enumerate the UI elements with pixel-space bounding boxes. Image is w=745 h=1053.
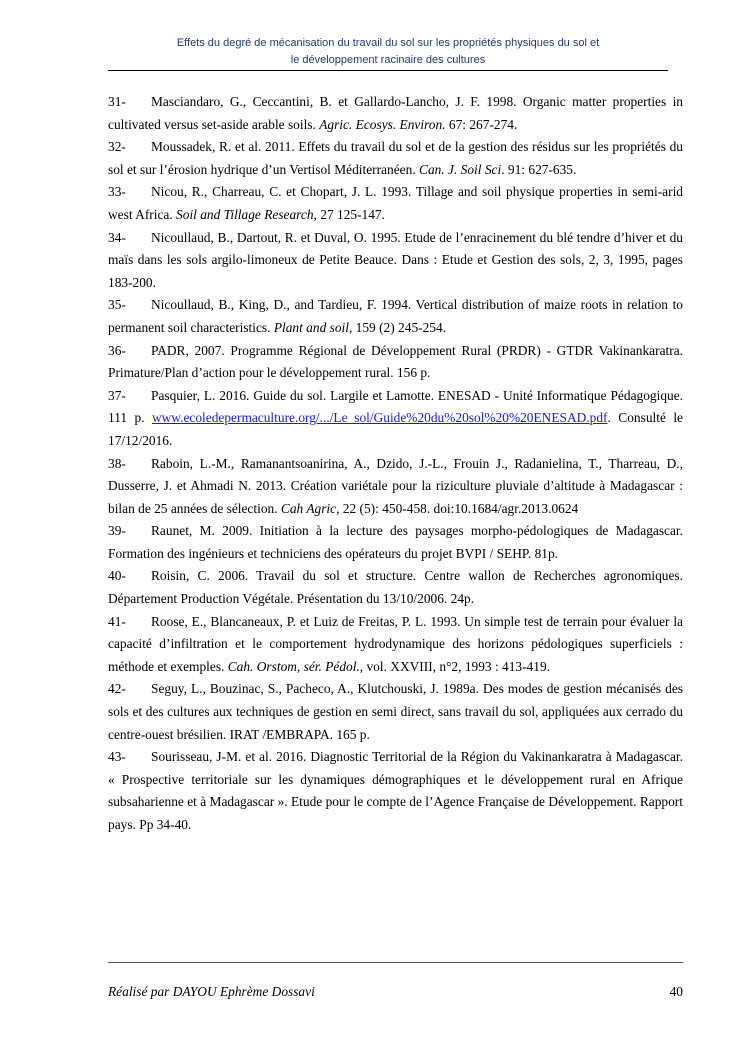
reference-text: Roose, E., Blancaneaux, P. et Luiz de Freitas, P. L. 1993. Un simple test de terrain pour évaluer la capacité d’infiltration et le comportement hydrodynamique des horizons pédologiques superficiels : méthode et exemples.	[108, 613, 683, 674]
reference-item	[108, 294, 683, 339]
reference-number: 37-	[108, 387, 126, 403]
reference-text-end: . 91: 627-635.	[501, 161, 577, 177]
reference-journal: Cah. Orstom, sér. Pédol.,	[227, 658, 364, 674]
reference-journal: Can. J. Soil Sci	[419, 161, 502, 177]
reference-url-link[interactable]: www.ecoledepermaculture.org/.../Le_sol/Guide%20du%20sol%20%20ENESAD.pdf	[151, 410, 608, 426]
reference-item	[108, 565, 683, 610]
reference-number: 34-	[108, 229, 126, 245]
running-header	[108, 35, 668, 69]
reference-journal: Cah Agric,	[280, 500, 340, 516]
reference-text: PADR, 2007. Programme Régional de Développement Rural (PRDR) - GTDR Vakinankaratra. Primature/Plan d’action pour le développement rural. 156 p.	[108, 342, 683, 381]
reference-item	[108, 340, 683, 385]
reference-text-end: vol. XXVIII, n°2, 1993 : 413-419.	[363, 658, 550, 674]
reference-item	[108, 181, 683, 226]
reference-item	[108, 746, 683, 836]
reference-item	[108, 227, 683, 295]
reference-text: Raboin, L.-M., Ramanantsoanirina, A., Dzido, J.-L., Frouin J., Radanielina, T., Tharreau, D., Dusserre, J. et Ahmadi N. 2013. Création variétale pour la riziculture pluviale d’altitude à Madagascar : bilan de 25 années de sélection.	[108, 455, 683, 516]
reference-text-end: 67: 267-274.	[445, 116, 518, 132]
reference-number: 33-	[108, 184, 126, 200]
reference-text: Sourisseau, J-M. et al. 2016. Diagnostic Territorial de la Région du Vakinankaratra à Madagascar. « Prospective territoriale sur les dynamiques démographiques et le développement rural en Afrique subsaharienne et à Madagascar ». Etude pour le compte de l’Agence Française de Développement. Rapport pays. Pp 34-40.	[108, 749, 683, 832]
reference-text: Nicou, R., Charreau, C. et Chopart, J. L. 1993. Tillage and soil physique properties in semi-arid west Africa.	[108, 184, 683, 222]
footer-author: Réalisé par DAYOU Ephrème Dossavi	[108, 984, 315, 999]
header-divider	[108, 70, 668, 71]
reference-text-end: , 159 (2) 245-254.	[348, 319, 447, 335]
reference-text: Masciandaro, G., Ceccantini, B. et Gallardo-Lancho, J. F. 1998. Organic matter properties in cultivated versus set-aside arable soils.	[108, 94, 683, 132]
header-line-1: Effets du degré de mécanisation du travail du sol sur les propriétés physiques du sol et	[176, 37, 600, 49]
reference-item	[108, 136, 683, 181]
reference-number: 31-	[108, 94, 126, 109]
reference-journal: Plant and soil	[273, 319, 349, 335]
reference-number: 38-	[108, 455, 126, 471]
reference-number: 42-	[108, 681, 126, 697]
reference-text-end: . Consulté le 17/12/2016.	[108, 410, 683, 448]
header-line-2: le développement racinaire des cultures	[290, 54, 486, 66]
reference-number: 39-	[108, 523, 126, 539]
reference-text: Roisin, C. 2006. Travail du sol et structure. Centre wallon de Recherches agronomiques. Département Production Végétale. Présentation du 13/10/2006. 24p.	[108, 568, 683, 607]
reference-text-end: , 27 125-147.	[313, 206, 385, 222]
page-number: 40	[669, 984, 683, 999]
reference-number: 32-	[108, 139, 126, 155]
reference-item	[108, 453, 683, 521]
reference-item	[108, 611, 683, 679]
reference-item	[108, 385, 683, 453]
reference-item	[108, 91, 683, 136]
reference-journal: Soil and Tillage Research	[176, 206, 314, 222]
reference-text: Pasquier, L. 2016. Guide du sol. Largile et Lamotte. ENESAD - Unité Informatique Pédagogique. 111 p.	[108, 387, 683, 426]
reference-number: 43-	[108, 749, 126, 765]
reference-text-end: 22 (5): 450-458. doi:10.1684/agr.2013.0624	[339, 500, 579, 516]
reference-text: Raunet, M. 2009. Initiation à la lecture des paysages morpho-pédologiques de Madagascar. Formation des ingénieurs et techniciens des opérateurs du projet BVPI / SEHP. 81p.	[108, 523, 683, 561]
reference-text: Seguy, L., Bouzinac, S., Pacheco, A., Klutchouski, J. 1989a. Des modes de gestion mécanisés des sols et des cultures aux techniques de gestion en semi direct, sans travail du sol, appliquées aux cerrado du centre-ouest brésilien. IRAT /EMBRAPA. 165 p.	[108, 681, 683, 742]
reference-item	[108, 520, 683, 565]
reference-text: Nicoullaud, B., Dartout, R. et Duval, O. 1995. Etude de l’enracinement du blé tendre d’hiver et du maïs dans les sols argilo-limoneux de Petite Beauce. Dans : Etude et Gestion des sols, 2, 3, 1995, pages 183-200.	[108, 229, 683, 290]
reference-text: Moussadek, R. et al. 2011. Effets du travail du sol et de la gestion des résidus sur les propriétés du sol et sur l’érosion hydrique d’un Vertisol Méditerranéen.	[108, 139, 683, 177]
reference-text: Nicoullaud, B., King, D., and Tardieu, F. 1994. Vertical distribution of maize roots in relation to permanent soil characteristics.	[108, 297, 683, 335]
footer-divider	[108, 962, 683, 963]
reference-item	[108, 678, 683, 746]
reference-number: 36-	[108, 342, 126, 358]
reference-list	[108, 91, 683, 837]
reference-number: 35-	[108, 297, 126, 313]
reference-number: 41-	[108, 613, 126, 629]
reference-journal: Agric. Ecosys. Environ.	[319, 116, 446, 132]
reference-number: 40-	[108, 568, 126, 584]
